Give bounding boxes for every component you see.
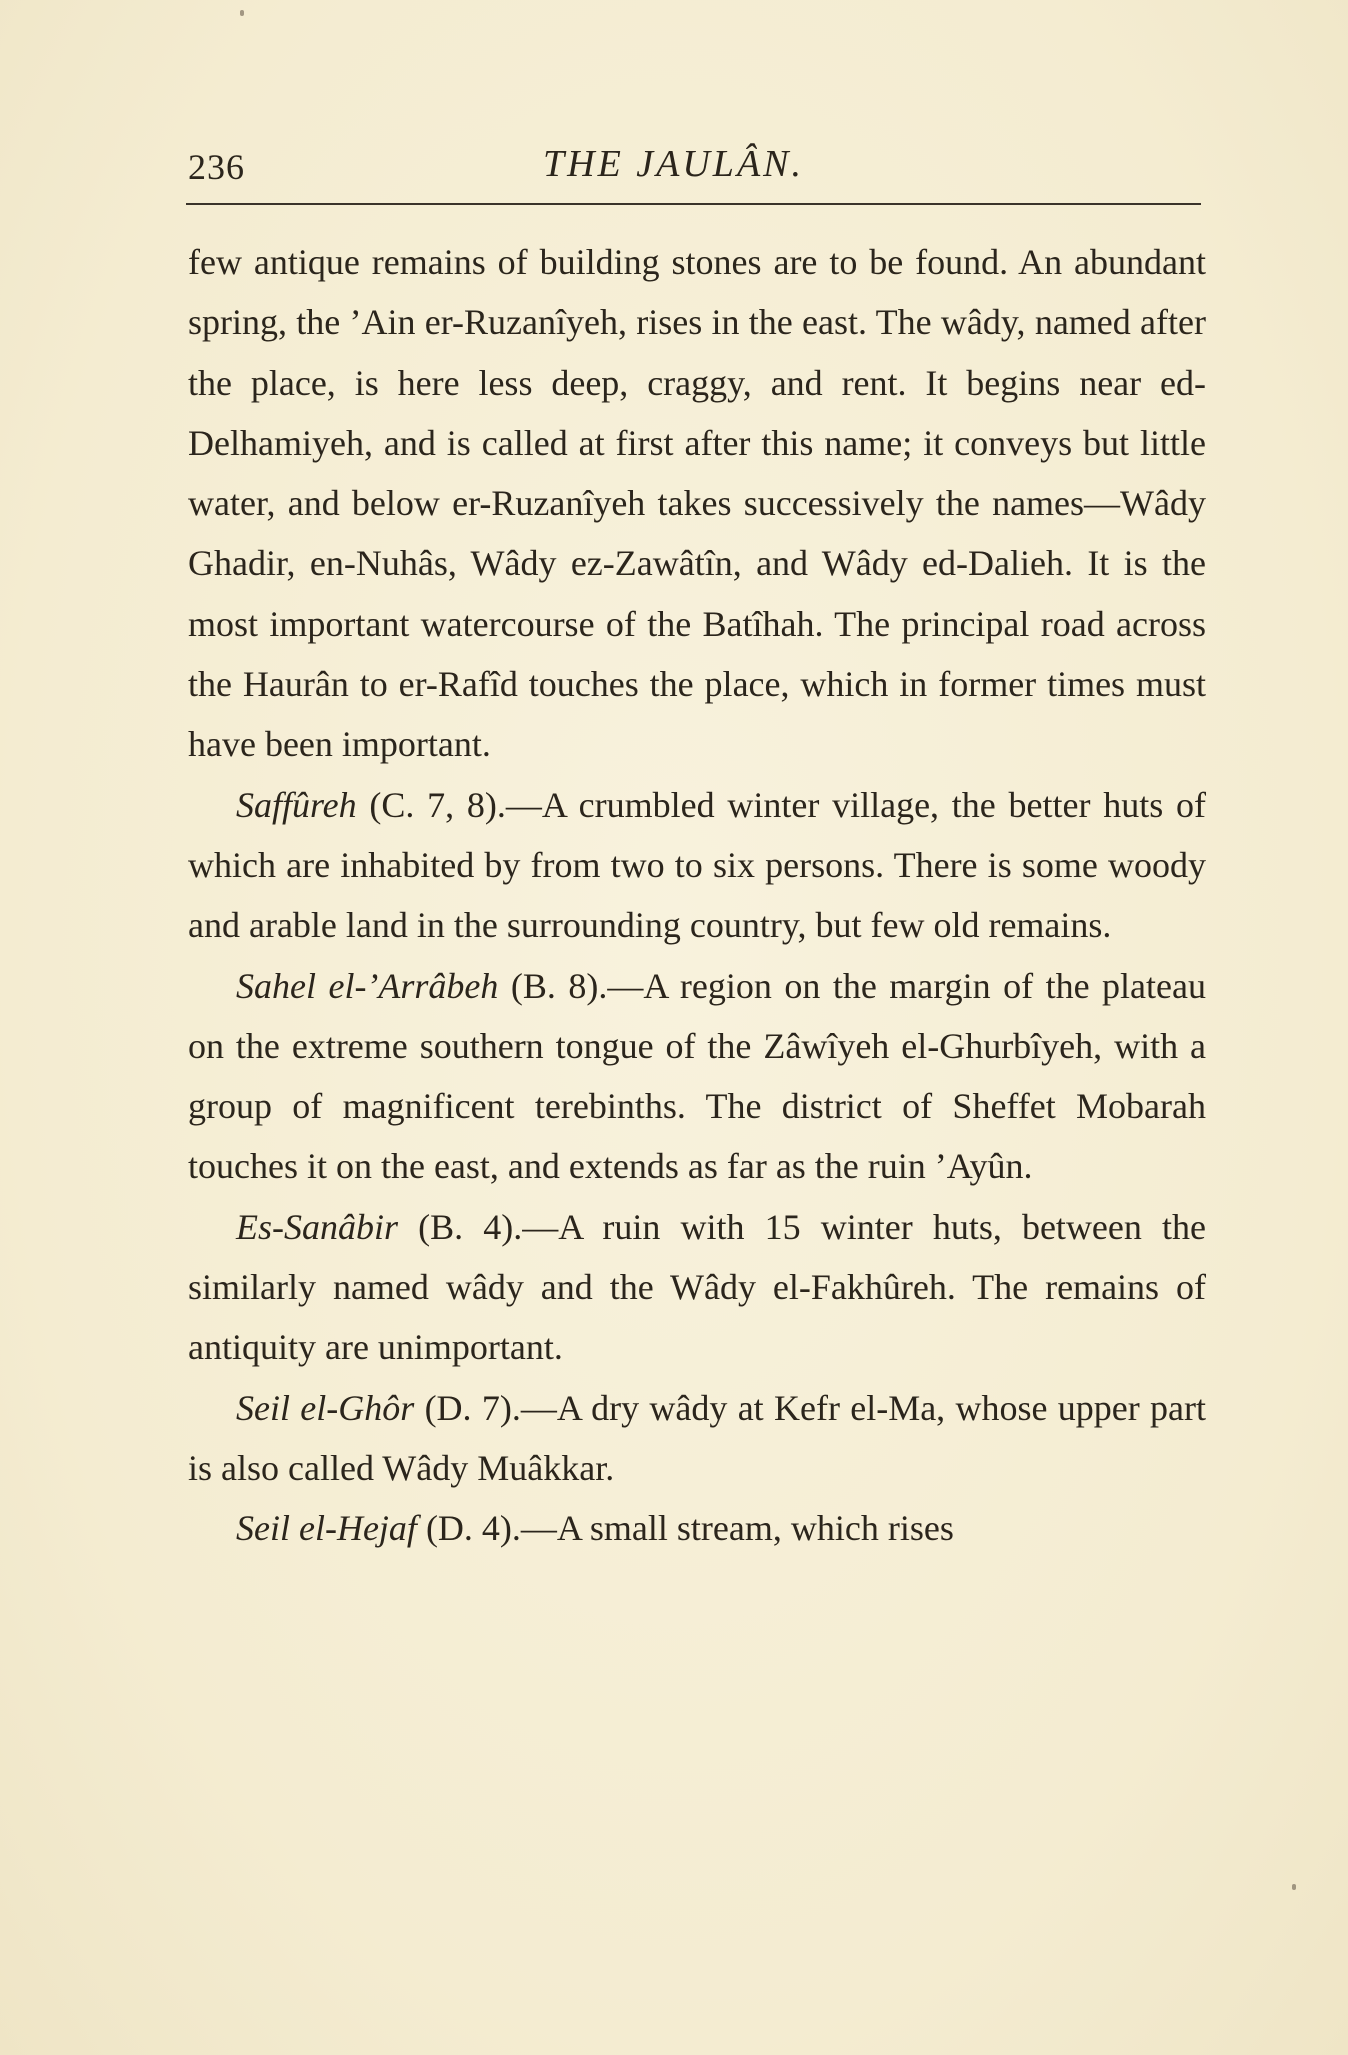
entry-saffureh (188, 775, 1206, 956)
header-rule (186, 203, 1201, 205)
paragraph-continuation (188, 232, 1206, 775)
entry-text: (D. 7).—A dry wâdy at Kefr el-Ma, whose upper part is also called Wâdy Muâkkar. (188, 1387, 1206, 1488)
entry-text: (B. 4).—A ruin with 15 winter huts, between the similarly named wâdy and the Wâdy el-Fakhûreh. The remains of antiquity are unimportant. (188, 1206, 1206, 1368)
paper-speck (240, 10, 244, 16)
body-text (188, 232, 1206, 1559)
entry-name: Seil el-Hejaf (236, 1508, 417, 1549)
entry-text: (B. 8).—A region on the margin of the plateau on the extreme southern tongue of the Zâwîyeh el-Ghurbîyeh, with a group of magnificent terebinths. The district of Sheffet Mobarah touches it on the east, and extends as far as the ruin ’Ayûn. (188, 965, 1206, 1187)
running-title: THE JAULÂN. (543, 143, 804, 185)
page-number: 236 (188, 147, 245, 187)
entry-text: (D. 4).—A small stream, which rises (416, 1508, 954, 1549)
entry-name: Sahel el-’Arrâbeh (236, 965, 499, 1006)
paragraph-text: few antique remains of building stones are to be found. An abundant spring, the ’Ain er-Ruzanîyeh, rises in the east. The wâdy, named after the place, is here less deep, craggy, and rent. It begins near ed-Delhamiyeh, and is called at first after this name; it conveys but little water, and below er-Ruzanîyeh takes successively the names—Wâdy Ghadir, en-Nuhâs, Wâdy ez-Zawâtîn, and Wâdy ed-Dalieh. It is the most important watercourse of the Batîhah. The principal road across the Haurân to er-Rafîd touches the place, which in former times must have been important. (188, 242, 1206, 765)
entry-name: Seil el-Ghôr (236, 1387, 415, 1428)
entry-name: Saffûreh (236, 784, 357, 825)
running-head (188, 143, 1198, 206)
entry-text: (C. 7, 8).—A crumbled winter village, the better huts of which are inhabited by from two to six persons. There is some woody and arable land in the surrounding country, but few old remains. (188, 784, 1206, 946)
paper-speck (1292, 1884, 1296, 1890)
entry-sahel-el-arrabeh (188, 956, 1206, 1197)
entry-name: Es-Sanâbir (236, 1206, 398, 1247)
entry-seil-el-hejaf (188, 1498, 1206, 1558)
entry-seil-el-ghor (188, 1378, 1206, 1499)
entry-es-sanabir (188, 1197, 1206, 1378)
